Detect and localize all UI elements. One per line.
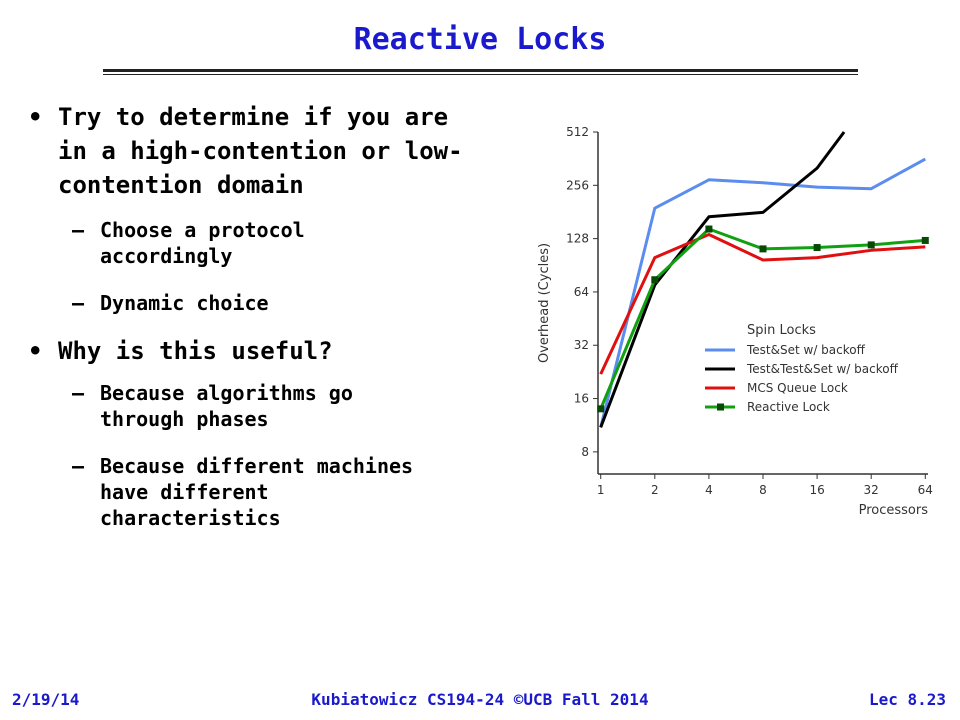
sub-bullet-dash: –: [72, 291, 85, 315]
sub-bullet-line: Because algorithms go: [100, 381, 353, 405]
sub-bullet-line: Because different machines: [100, 454, 414, 478]
title-rule-thin: [103, 74, 858, 75]
sub-bullet-line: through phases: [100, 407, 269, 431]
y-tick-label: 64: [573, 284, 589, 299]
y-tick-label: 256: [566, 178, 589, 193]
y-tick-label: 16: [573, 391, 589, 406]
sub-bullet-dash: –: [72, 454, 85, 478]
series-point: [651, 276, 658, 283]
sub-bullet-dash: –: [72, 218, 85, 242]
sub-bullet-line: Choose a protocol: [100, 218, 305, 242]
x-tick-label: 64: [917, 483, 933, 497]
bullet-line: Try to determine if you are: [58, 103, 449, 131]
legend-entry: Test&Set w/ backoff: [747, 343, 865, 357]
sub-bullet-line: Dynamic choice: [100, 291, 269, 315]
series-point: [868, 241, 875, 248]
series-point: [705, 226, 712, 233]
y-tick-label: 8: [581, 444, 589, 459]
overhead-line-chart: [520, 110, 940, 520]
legend-entry: Reactive Lock: [747, 400, 830, 414]
series-point: [597, 405, 604, 412]
legend-marker: [717, 404, 724, 411]
x-tick-label: 4: [705, 483, 713, 497]
series-point: [922, 237, 929, 244]
series-point: [814, 244, 821, 251]
x-axis-label: Processors: [858, 503, 928, 518]
footer-date: 2/19/14: [12, 690, 80, 709]
footer-lecture: Lec 8.23: [868, 690, 946, 709]
bullet-dot: •: [28, 103, 43, 131]
footer-course: Kubiatowicz CS194-24 ©UCB Fall 2014: [311, 690, 649, 709]
bullet-line: contention domain: [58, 171, 304, 199]
x-tick-label: 2: [650, 483, 659, 497]
bullet-line: Why is this useful?: [58, 337, 333, 365]
legend-entry: Test&Test&Set w/ backoff: [747, 362, 898, 376]
y-tick-label: 32: [573, 338, 589, 353]
series-point: [760, 245, 767, 252]
x-tick-label: 1: [596, 483, 605, 497]
sub-bullet-line: accordingly: [100, 244, 233, 268]
title-rule: [103, 69, 858, 72]
sub-bullet-line: characteristics: [100, 506, 281, 530]
legend-title: Spin Locks: [747, 323, 816, 338]
sub-bullet-line: have different: [100, 480, 269, 504]
y-tick-label: 512: [566, 125, 589, 139]
x-tick-label: 16: [809, 483, 825, 497]
bullet-dot: •: [28, 337, 43, 365]
slide-title: Reactive Locks: [353, 22, 607, 57]
y-axis-label: Overhead (Cycles): [537, 242, 552, 364]
x-tick-label: 8: [759, 483, 767, 497]
x-tick-label: 32: [863, 483, 879, 497]
bullet-line: in a high-contention or low-: [58, 137, 463, 165]
y-tick-label: 128: [566, 231, 589, 246]
legend-entry: MCS Queue Lock: [747, 381, 848, 395]
sub-bullet-dash: –: [72, 381, 85, 405]
